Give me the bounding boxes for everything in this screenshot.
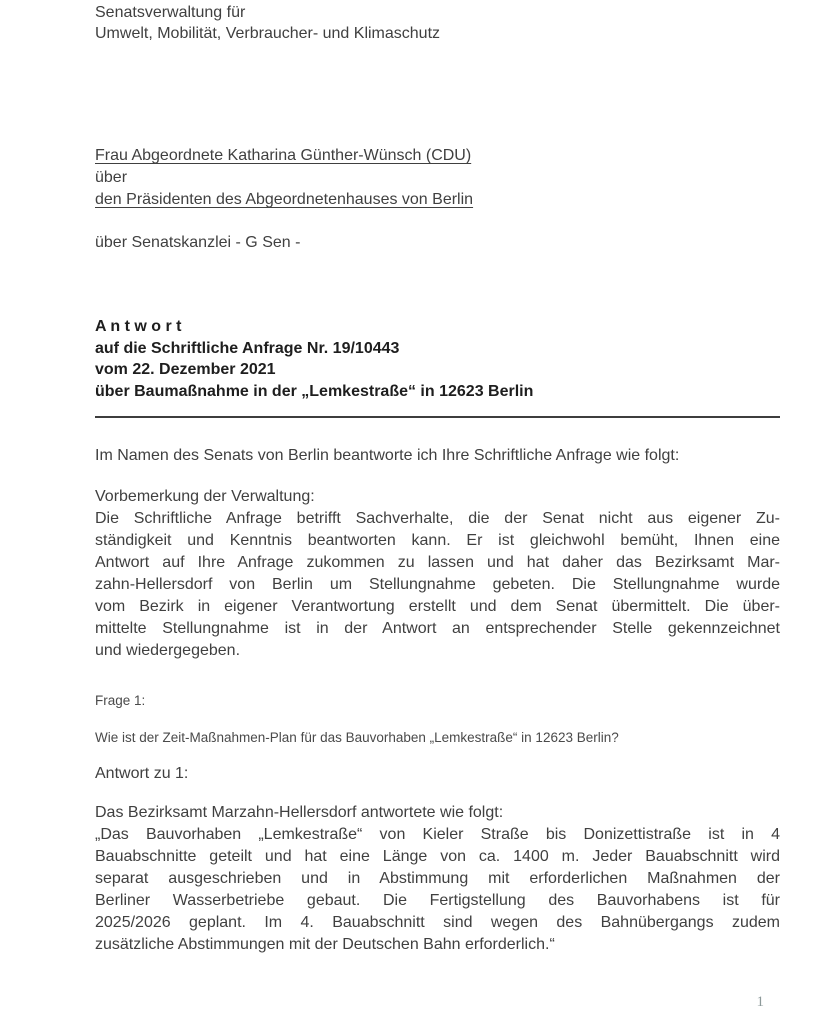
vorbemerkung-line: ständigkeit und Kenntnis beantworten kann. Er ist gleichwohl bemüht, Ihnen eine	[95, 532, 780, 549]
antwort1-label: Antwort zu 1:	[95, 765, 189, 782]
antwort1-intro: Das Bezirksamt Marzahn-Hellersdorf antwortete wie folgt:	[95, 804, 504, 821]
sender-line-1: Senatsverwaltung für	[95, 4, 246, 21]
antwort1-line: Berliner Wasserbetriebe gebaut. Die Fertigstellung des Bauvorhabens ist für	[95, 892, 780, 909]
recipient-via-word: über	[95, 169, 128, 186]
via-senatskanzlei: über Senatskanzlei - G Sen -	[95, 234, 301, 251]
vorbemerkung-line: Antwort auf Ihre Anfrage zukommen zu lassen und hat daher das Bezirksamt Mar-	[95, 554, 780, 571]
recipient-block	[95, 145, 780, 211]
antwort1-paragraph	[95, 824, 780, 956]
antwort1-line: zusätzliche Abstimmungen mit der Deutschen Bahn erforderlich.“	[95, 936, 555, 953]
frage1-question: Wie ist der Zeit-Maßnahmen-Plan für das Bauvorhaben „Lemkestraße“ in 12623 Berlin?	[95, 730, 619, 745]
antwort1-line: separat ausgeschrieben und in Abstimmung mit erforderlichen Maßnahmen der	[95, 870, 780, 887]
antwort1-line: „Das Bauvorhaben „Lemkestraße“ von Kieler Straße bis Donizettistraße ist in 4	[95, 826, 780, 843]
vorbemerkung-line: und wiedergegeben.	[95, 642, 241, 659]
antwort1-line: 2025/2026 geplant. Im 4. Bauabschnitt sind wegen des Bahnübergangs zudem	[95, 914, 780, 931]
page-number: 1	[756, 994, 764, 1010]
subject-block	[95, 316, 780, 402]
vorbemerkung-line: Die Schriftliche Anfrage betrifft Sachverhalte, die der Senat nicht aus eigener Zu-	[95, 510, 780, 527]
vorbemerkung-paragraph	[95, 508, 780, 662]
subject-title: A n t w o r t	[95, 318, 182, 335]
divider-rule	[95, 416, 780, 418]
document-page-content	[95, 0, 780, 956]
recipient-president: den Präsidenten des Abgeordnetenhauses von Berlin	[95, 191, 474, 208]
recipient-name: Frau Abgeordnete Katharina Günther-Wünsch (CDU)	[95, 147, 472, 164]
vorbemerkung-line: zahn-Hellersdorf von Berlin um Stellungnahme gebeten. Die Stellungnahme wurde	[95, 576, 780, 593]
vorbemerkung-line: vom Bezirk in eigener Verantwortung erstellt und dem Senat übermittelt. Die über-	[95, 598, 780, 615]
subject-topic: über Baumaßnahme in der „Lemkestraße“ in 12623 Berlin	[95, 382, 534, 400]
vorbemerkung-line: mittelte Stellungnahme ist in der Antwort an entsprechender Stelle gekennzeichnet	[95, 620, 780, 637]
sender-line-2: Umwelt, Mobilität, Verbraucher- und Klimaschutz	[95, 25, 441, 42]
intro-sentence: Im Namen des Senats von Berlin beantworte ich Ihre Schriftliche Anfrage wie folgt:	[95, 447, 680, 464]
subject-date: vom 22. Dezember 2021	[95, 361, 276, 378]
vorbemerkung-heading: Vorbemerkung der Verwaltung:	[95, 488, 315, 505]
antwort1-line: Bauabschnitte geteilt und hat eine Länge von ca. 1400 m. Jeder Bauabschnitt wird	[95, 848, 780, 865]
sender-header	[95, 0, 780, 44]
subject-anfrage-number: auf die Schriftliche Anfrage Nr. 19/10443	[95, 339, 400, 357]
frage1-label: Frage 1:	[95, 693, 146, 708]
